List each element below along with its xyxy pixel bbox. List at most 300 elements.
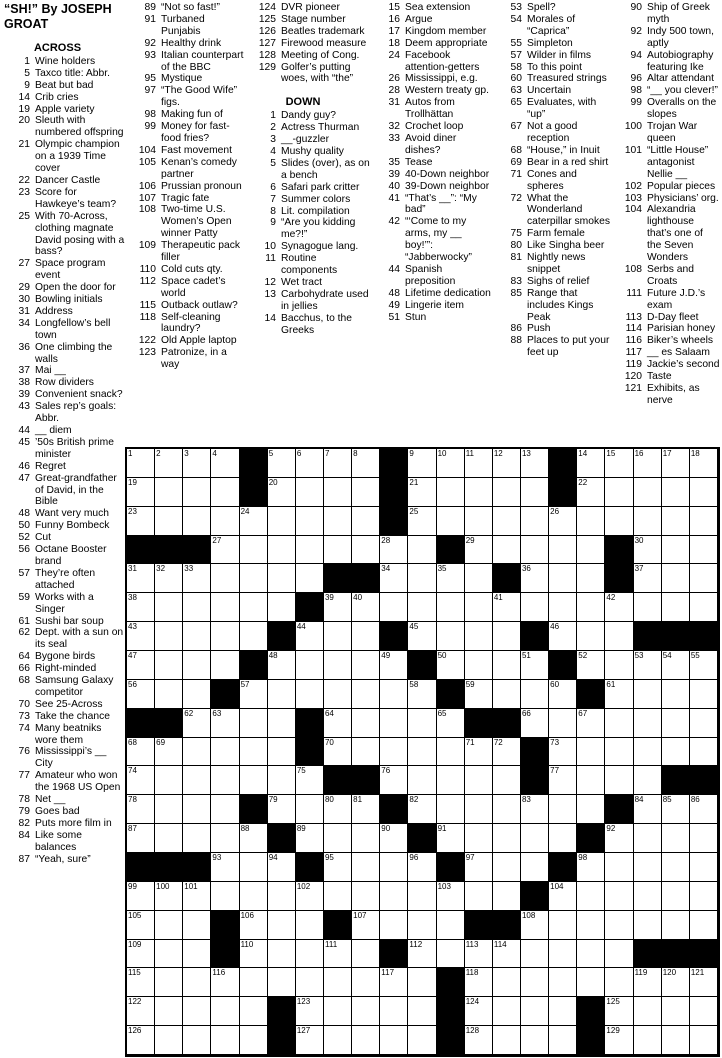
grid-cell[interactable] — [493, 1026, 521, 1055]
grid-cell[interactable] — [577, 507, 605, 536]
grid-cell[interactable] — [549, 593, 577, 622]
grid-cell[interactable] — [183, 795, 211, 824]
grid-cell[interactable] — [296, 795, 324, 824]
grid-cell[interactable] — [268, 507, 296, 536]
grid-cell[interactable] — [690, 968, 718, 997]
grid-cell[interactable] — [183, 709, 211, 738]
grid-cell[interactable] — [662, 680, 690, 709]
grid-cell[interactable] — [268, 709, 296, 738]
grid-cell[interactable] — [493, 853, 521, 882]
grid-cell[interactable] — [155, 997, 183, 1026]
grid-cell[interactable] — [662, 564, 690, 593]
grid-cell[interactable] — [296, 1026, 324, 1055]
grid-cell[interactable] — [662, 507, 690, 536]
grid-cell[interactable] — [408, 622, 436, 651]
grid-cell[interactable] — [521, 507, 549, 536]
grid-cell[interactable] — [324, 997, 352, 1026]
grid-cell[interactable] — [577, 593, 605, 622]
grid-cell[interactable] — [493, 968, 521, 997]
grid-cell[interactable] — [155, 882, 183, 911]
grid-cell[interactable] — [183, 622, 211, 651]
grid-cell[interactable] — [324, 882, 352, 911]
grid-cell[interactable] — [380, 651, 408, 680]
grid-cell[interactable] — [605, 940, 633, 969]
grid-cell[interactable] — [352, 651, 380, 680]
grid-cell[interactable] — [690, 882, 718, 911]
grid-cell[interactable] — [211, 795, 239, 824]
grid-cell[interactable] — [127, 478, 155, 507]
grid-cell[interactable] — [521, 593, 549, 622]
grid-cell[interactable] — [324, 968, 352, 997]
grid-cell[interactable] — [690, 911, 718, 940]
grid-cell[interactable] — [437, 824, 465, 853]
grid-cell[interactable] — [493, 622, 521, 651]
grid-cell[interactable] — [662, 478, 690, 507]
grid-cell[interactable] — [268, 795, 296, 824]
grid-cell[interactable] — [296, 622, 324, 651]
grid-cell[interactable] — [605, 507, 633, 536]
grid-cell[interactable] — [211, 766, 239, 795]
grid-cell[interactable] — [690, 709, 718, 738]
grid-cell[interactable] — [240, 911, 268, 940]
grid-cell[interactable] — [634, 911, 662, 940]
grid-cell[interactable] — [155, 449, 183, 478]
grid-cell[interactable] — [211, 478, 239, 507]
grid-cell[interactable] — [521, 1026, 549, 1055]
grid-cell[interactable] — [296, 968, 324, 997]
grid-cell[interactable] — [662, 968, 690, 997]
grid-cell[interactable] — [408, 536, 436, 565]
grid-cell[interactable] — [634, 997, 662, 1026]
grid-cell[interactable] — [690, 824, 718, 853]
grid-cell[interactable] — [296, 449, 324, 478]
grid-cell[interactable] — [605, 449, 633, 478]
grid-cell[interactable] — [155, 824, 183, 853]
grid-cell[interactable] — [380, 593, 408, 622]
grid-cell[interactable] — [605, 824, 633, 853]
grid-cell[interactable] — [408, 766, 436, 795]
grid-cell[interactable] — [183, 882, 211, 911]
grid-cell[interactable] — [352, 911, 380, 940]
grid-cell[interactable] — [605, 1026, 633, 1055]
grid-cell[interactable] — [605, 622, 633, 651]
grid-cell[interactable] — [521, 911, 549, 940]
grid-cell[interactable] — [183, 507, 211, 536]
grid-cell[interactable] — [296, 882, 324, 911]
grid-cell[interactable] — [493, 766, 521, 795]
grid-cell[interactable] — [380, 680, 408, 709]
grid-cell[interactable] — [690, 853, 718, 882]
grid-cell[interactable] — [634, 680, 662, 709]
grid-cell[interactable] — [380, 766, 408, 795]
grid-cell[interactable] — [268, 853, 296, 882]
grid-cell[interactable] — [240, 507, 268, 536]
grid-cell[interactable] — [268, 680, 296, 709]
grid-cell[interactable] — [324, 478, 352, 507]
grid-cell[interactable] — [240, 564, 268, 593]
grid-cell[interactable] — [211, 738, 239, 767]
grid-cell[interactable] — [465, 449, 493, 478]
grid-cell[interactable] — [690, 478, 718, 507]
grid-cell[interactable] — [605, 853, 633, 882]
grid-cell[interactable] — [605, 709, 633, 738]
grid-cell[interactable] — [127, 651, 155, 680]
grid-cell[interactable] — [577, 564, 605, 593]
grid-cell[interactable] — [211, 651, 239, 680]
grid-cell[interactable] — [240, 738, 268, 767]
grid-cell[interactable] — [634, 507, 662, 536]
grid-cell[interactable] — [324, 795, 352, 824]
grid-cell[interactable] — [155, 911, 183, 940]
grid-cell[interactable] — [268, 738, 296, 767]
grid-cell[interactable] — [183, 651, 211, 680]
grid-cell[interactable] — [155, 738, 183, 767]
grid-cell[interactable] — [352, 824, 380, 853]
grid-cell[interactable] — [352, 593, 380, 622]
grid-cell[interactable] — [493, 536, 521, 565]
grid-cell[interactable] — [549, 507, 577, 536]
grid-cell[interactable] — [437, 766, 465, 795]
grid-cell[interactable] — [549, 738, 577, 767]
grid-cell[interactable] — [662, 824, 690, 853]
grid-cell[interactable] — [493, 997, 521, 1026]
grid-cell[interactable] — [240, 882, 268, 911]
grid-cell[interactable] — [577, 853, 605, 882]
grid-cell[interactable] — [127, 795, 155, 824]
grid-cell[interactable] — [240, 997, 268, 1026]
grid-cell[interactable] — [605, 738, 633, 767]
grid-cell[interactable] — [493, 824, 521, 853]
grid-cell[interactable] — [465, 651, 493, 680]
grid-cell[interactable] — [408, 1026, 436, 1055]
grid-cell[interactable] — [352, 478, 380, 507]
grid-cell[interactable] — [380, 709, 408, 738]
grid-cell[interactable] — [465, 766, 493, 795]
grid-cell[interactable] — [296, 824, 324, 853]
grid-cell[interactable] — [521, 853, 549, 882]
grid-cell[interactable] — [240, 824, 268, 853]
grid-cell[interactable] — [296, 997, 324, 1026]
grid-cell[interactable] — [662, 997, 690, 1026]
grid-cell[interactable] — [240, 968, 268, 997]
grid-cell[interactable] — [127, 622, 155, 651]
grid-cell[interactable] — [127, 564, 155, 593]
grid-cell[interactable] — [408, 738, 436, 767]
grid-cell[interactable] — [577, 795, 605, 824]
grid-cell[interactable] — [408, 593, 436, 622]
grid-cell[interactable] — [408, 882, 436, 911]
grid-cell[interactable] — [155, 478, 183, 507]
grid-cell[interactable] — [577, 449, 605, 478]
grid-cell[interactable] — [268, 536, 296, 565]
grid-cell[interactable] — [324, 651, 352, 680]
grid-cell[interactable] — [296, 680, 324, 709]
grid-cell[interactable] — [408, 680, 436, 709]
grid-cell[interactable] — [183, 478, 211, 507]
grid-cell[interactable] — [408, 853, 436, 882]
grid-cell[interactable] — [352, 622, 380, 651]
grid-cell[interactable] — [549, 709, 577, 738]
grid-cell[interactable] — [549, 766, 577, 795]
grid-cell[interactable] — [408, 968, 436, 997]
grid-cell[interactable] — [324, 853, 352, 882]
grid-cell[interactable] — [296, 911, 324, 940]
grid-cell[interactable] — [605, 968, 633, 997]
grid-cell[interactable] — [352, 709, 380, 738]
grid-cell[interactable] — [155, 622, 183, 651]
grid-cell[interactable] — [211, 449, 239, 478]
grid-cell[interactable] — [240, 593, 268, 622]
grid-cell[interactable] — [465, 853, 493, 882]
grid-cell[interactable] — [549, 622, 577, 651]
grid-cell[interactable] — [662, 738, 690, 767]
grid-cell[interactable] — [549, 1026, 577, 1055]
grid-cell[interactable] — [211, 853, 239, 882]
grid-cell[interactable] — [268, 478, 296, 507]
grid-cell[interactable] — [240, 1026, 268, 1055]
grid-cell[interactable] — [634, 882, 662, 911]
grid-cell[interactable] — [408, 449, 436, 478]
grid-cell[interactable] — [211, 997, 239, 1026]
grid-cell[interactable] — [408, 564, 436, 593]
grid-cell[interactable] — [662, 882, 690, 911]
grid-cell[interactable] — [352, 1026, 380, 1055]
grid-cell[interactable] — [183, 680, 211, 709]
grid-cell[interactable] — [493, 738, 521, 767]
grid-cell[interactable] — [352, 853, 380, 882]
grid-cell[interactable] — [296, 507, 324, 536]
grid-cell[interactable] — [380, 911, 408, 940]
grid-cell[interactable] — [127, 997, 155, 1026]
grid-cell[interactable] — [690, 680, 718, 709]
grid-cell[interactable] — [380, 824, 408, 853]
grid-cell[interactable] — [634, 651, 662, 680]
grid-cell[interactable] — [352, 940, 380, 969]
grid-cell[interactable] — [183, 968, 211, 997]
grid-cell[interactable] — [437, 449, 465, 478]
grid-cell[interactable] — [662, 795, 690, 824]
grid-cell[interactable] — [437, 940, 465, 969]
grid-cell[interactable] — [662, 651, 690, 680]
grid-cell[interactable] — [155, 507, 183, 536]
grid-cell[interactable] — [437, 709, 465, 738]
grid-cell[interactable] — [240, 680, 268, 709]
grid-cell[interactable] — [211, 622, 239, 651]
grid-cell[interactable] — [465, 795, 493, 824]
grid-cell[interactable] — [240, 940, 268, 969]
grid-cell[interactable] — [605, 478, 633, 507]
grid-cell[interactable] — [605, 766, 633, 795]
grid-cell[interactable] — [127, 766, 155, 795]
grid-cell[interactable] — [352, 968, 380, 997]
grid-cell[interactable] — [577, 651, 605, 680]
grid-cell[interactable] — [465, 507, 493, 536]
grid-cell[interactable] — [324, 449, 352, 478]
grid-cell[interactable] — [380, 968, 408, 997]
grid-cell[interactable] — [521, 564, 549, 593]
grid-cell[interactable] — [605, 997, 633, 1026]
grid-cell[interactable] — [352, 738, 380, 767]
grid-cell[interactable] — [605, 911, 633, 940]
grid-cell[interactable] — [662, 911, 690, 940]
grid-cell[interactable] — [127, 507, 155, 536]
grid-cell[interactable] — [690, 651, 718, 680]
grid-cell[interactable] — [634, 738, 662, 767]
grid-cell[interactable] — [127, 824, 155, 853]
grid-cell[interactable] — [577, 766, 605, 795]
grid-cell[interactable] — [240, 536, 268, 565]
grid-cell[interactable] — [662, 449, 690, 478]
grid-cell[interactable] — [493, 940, 521, 969]
grid-cell[interactable] — [437, 507, 465, 536]
grid-cell[interactable] — [493, 680, 521, 709]
grid-cell[interactable] — [465, 593, 493, 622]
grid-cell[interactable] — [352, 882, 380, 911]
grid-cell[interactable] — [268, 449, 296, 478]
grid-cell[interactable] — [296, 766, 324, 795]
grid-cell[interactable] — [549, 680, 577, 709]
grid-cell[interactable] — [408, 911, 436, 940]
grid-cell[interactable] — [521, 709, 549, 738]
grid-cell[interactable] — [324, 507, 352, 536]
grid-cell[interactable] — [240, 709, 268, 738]
grid-cell[interactable] — [493, 478, 521, 507]
grid-cell[interactable] — [211, 507, 239, 536]
grid-cell[interactable] — [155, 968, 183, 997]
grid-cell[interactable] — [155, 564, 183, 593]
grid-cell[interactable] — [324, 680, 352, 709]
grid-cell[interactable] — [296, 651, 324, 680]
grid-cell[interactable] — [690, 738, 718, 767]
grid-cell[interactable] — [268, 968, 296, 997]
grid-cell[interactable] — [127, 449, 155, 478]
grid-cell[interactable] — [465, 536, 493, 565]
grid-cell[interactable] — [183, 593, 211, 622]
grid-cell[interactable] — [662, 1026, 690, 1055]
grid-cell[interactable] — [549, 824, 577, 853]
grid-cell[interactable] — [662, 709, 690, 738]
grid-cell[interactable] — [662, 593, 690, 622]
grid-cell[interactable] — [521, 824, 549, 853]
grid-cell[interactable] — [240, 853, 268, 882]
grid-cell[interactable] — [521, 795, 549, 824]
grid-cell[interactable] — [634, 449, 662, 478]
grid-cell[interactable] — [380, 536, 408, 565]
grid-cell[interactable] — [465, 882, 493, 911]
grid-cell[interactable] — [634, 968, 662, 997]
grid-cell[interactable] — [437, 593, 465, 622]
grid-cell[interactable] — [662, 853, 690, 882]
grid-cell[interactable] — [634, 766, 662, 795]
grid-cell[interactable] — [268, 911, 296, 940]
grid-cell[interactable] — [549, 940, 577, 969]
grid-cell[interactable] — [408, 478, 436, 507]
grid-cell[interactable] — [634, 564, 662, 593]
grid-cell[interactable] — [324, 738, 352, 767]
grid-cell[interactable] — [183, 564, 211, 593]
grid-cell[interactable] — [549, 997, 577, 1026]
grid-cell[interactable] — [634, 795, 662, 824]
grid-cell[interactable] — [268, 940, 296, 969]
grid-cell[interactable] — [380, 738, 408, 767]
grid-cell[interactable] — [493, 507, 521, 536]
grid-cell[interactable] — [493, 795, 521, 824]
grid-cell[interactable] — [352, 795, 380, 824]
grid-cell[interactable] — [577, 940, 605, 969]
grid-cell[interactable] — [577, 968, 605, 997]
grid-cell[interactable] — [211, 1026, 239, 1055]
grid-cell[interactable] — [183, 997, 211, 1026]
grid-cell[interactable] — [605, 882, 633, 911]
grid-cell[interactable] — [465, 738, 493, 767]
grid-cell[interactable] — [493, 882, 521, 911]
grid-cell[interactable] — [437, 882, 465, 911]
grid-cell[interactable] — [549, 795, 577, 824]
grid-cell[interactable] — [127, 680, 155, 709]
grid-cell[interactable] — [465, 824, 493, 853]
grid-cell[interactable] — [408, 507, 436, 536]
grid-cell[interactable] — [690, 795, 718, 824]
grid-cell[interactable] — [465, 968, 493, 997]
grid-cell[interactable] — [324, 940, 352, 969]
grid-cell[interactable] — [577, 622, 605, 651]
grid-cell[interactable] — [211, 536, 239, 565]
grid-cell[interactable] — [408, 795, 436, 824]
grid-cell[interactable] — [437, 564, 465, 593]
grid-cell[interactable] — [352, 449, 380, 478]
grid-cell[interactable] — [324, 709, 352, 738]
grid-cell[interactable] — [155, 651, 183, 680]
grid-cell[interactable] — [296, 478, 324, 507]
grid-cell[interactable] — [127, 940, 155, 969]
grid-cell[interactable] — [408, 940, 436, 969]
grid-cell[interactable] — [437, 622, 465, 651]
grid-cell[interactable] — [577, 882, 605, 911]
grid-cell[interactable] — [127, 593, 155, 622]
grid-cell[interactable] — [577, 709, 605, 738]
grid-cell[interactable] — [437, 478, 465, 507]
grid-cell[interactable] — [127, 1026, 155, 1055]
grid-cell[interactable] — [155, 593, 183, 622]
grid-cell[interactable] — [521, 449, 549, 478]
grid-cell[interactable] — [211, 564, 239, 593]
grid-cell[interactable] — [605, 680, 633, 709]
grid-cell[interactable] — [605, 593, 633, 622]
grid-cell[interactable] — [183, 738, 211, 767]
grid-cell[interactable] — [690, 593, 718, 622]
grid-cell[interactable] — [183, 766, 211, 795]
grid-cell[interactable] — [324, 1026, 352, 1055]
grid-cell[interactable] — [324, 593, 352, 622]
grid-cell[interactable] — [437, 738, 465, 767]
grid-cell[interactable] — [268, 882, 296, 911]
grid-cell[interactable] — [127, 911, 155, 940]
grid-cell[interactable] — [268, 651, 296, 680]
grid-cell[interactable] — [549, 564, 577, 593]
grid-cell[interactable] — [183, 824, 211, 853]
grid-cell[interactable] — [690, 449, 718, 478]
grid-cell[interactable] — [155, 680, 183, 709]
grid-cell[interactable] — [634, 478, 662, 507]
grid-cell[interactable] — [465, 564, 493, 593]
grid-cell[interactable] — [465, 680, 493, 709]
grid-cell[interactable] — [521, 940, 549, 969]
grid-cell[interactable] — [408, 709, 436, 738]
grid-cell[interactable] — [437, 651, 465, 680]
grid-cell[interactable] — [662, 536, 690, 565]
grid-cell[interactable] — [577, 478, 605, 507]
grid-cell[interactable] — [211, 824, 239, 853]
